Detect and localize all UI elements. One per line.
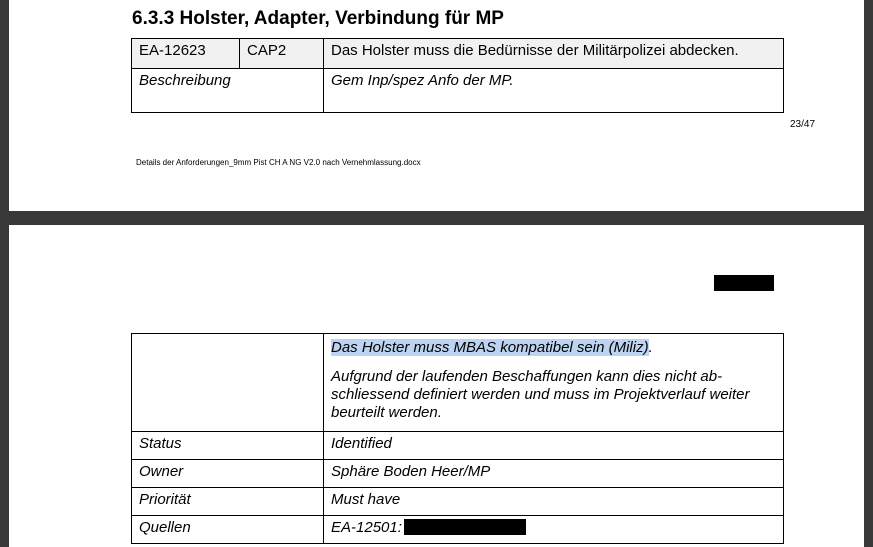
requirement-description: Aufgrund der laufenden Beschaffungen kann dies nicht ab-schliessend definiert werden und muss im Projektverlauf weiter beurteilt werden.	[331, 368, 750, 421]
priority-label: Priorität	[132, 488, 324, 516]
requirement-header-row	[132, 39, 784, 69]
requirement-detail-table	[131, 333, 784, 544]
requirement-title: Das Holster muss die Bedürnisse der Militärpolizei abdecken.	[324, 39, 784, 69]
description-row	[132, 69, 784, 113]
owner-row	[132, 460, 784, 488]
requirement-id: EA-12623	[132, 39, 240, 69]
status-label: Status	[132, 432, 324, 460]
status-row	[132, 432, 784, 460]
priority-value: Must have	[324, 488, 784, 516]
sources-label: Quellen	[132, 516, 324, 544]
status-value: Identified	[324, 432, 784, 460]
redaction-block	[404, 519, 526, 535]
owner-label: Owner	[132, 460, 324, 488]
sources-cell	[324, 516, 784, 544]
owner-value: Sphäre Boden Heer/MP	[324, 460, 784, 488]
sources-row	[132, 516, 784, 544]
requirement-period: .	[648, 339, 653, 356]
requirement-table	[131, 38, 784, 113]
selected-requirement-text[interactable]: Das Holster muss MBAS kompatibel sein (Miliz)	[331, 339, 649, 356]
requirement-text-row	[132, 334, 784, 432]
page-number: 23/47	[790, 119, 816, 130]
document-footer: Details der Anforderungen_9mm Pist CH A NG V2.0 nach Vernehmlassung.docx	[136, 158, 421, 167]
document-page-23	[9, 0, 864, 211]
redaction-block	[714, 275, 774, 291]
requirement-text-cell[interactable]	[324, 334, 784, 432]
priority-row	[132, 488, 784, 516]
empty-label-cell	[132, 334, 324, 432]
document-page-24	[9, 225, 864, 547]
requirement-category: CAP2	[240, 39, 324, 69]
sources-value: EA-12501:	[331, 519, 402, 536]
description-label: Beschreibung	[132, 69, 324, 113]
section-heading: 6.3.3 Holster, Adapter, Verbindung für MP	[132, 8, 504, 29]
description-value: Gem Inp/spez Anfo der MP.	[324, 69, 784, 113]
